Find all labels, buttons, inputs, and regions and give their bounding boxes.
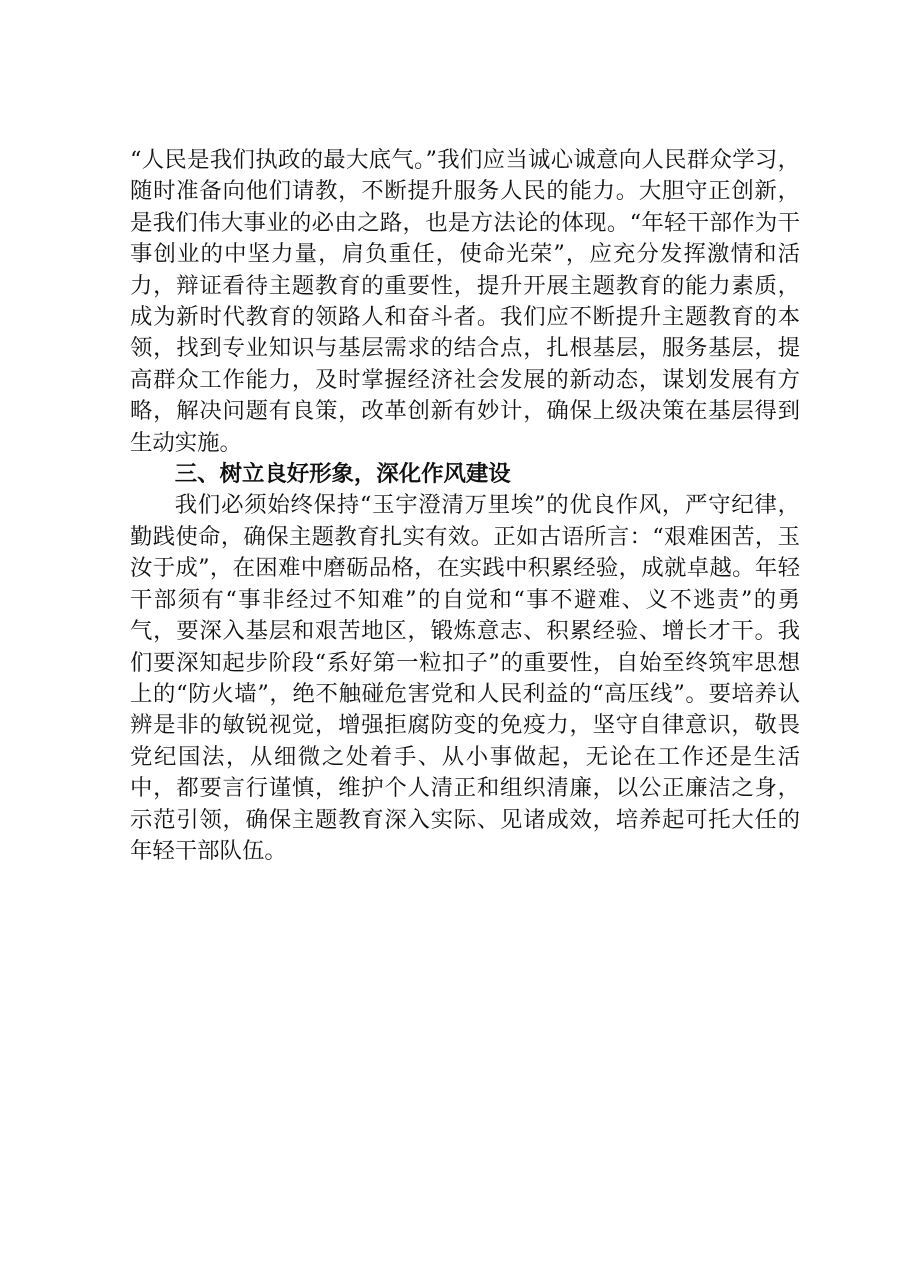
body-paragraph-conduct: 我们必须始终保持“玉宇澄清万里埃”的优良作风，严守纪律，勤践使命，确保主题教育扎实有效。正如古语所言：“艰难困苦，玉汝于成”，在困难中磨砺品格，在实践中积累经验，成就卓越。年轻干部须有“事非经过不知难”的自觉和“事不避难、义不逃责”的勇气，要深入基层和艰苦地区，锻炼意志、积累经验、增长才干。我们要深知起步阶段“系好第一粒扣子”的重要性，自始至终筑牢思想上的“防火墙”，绝不触碰危害党和人民利益的“高压线”。要培养认辨是非的敏锐视觉，增强拒腐防变的免疫力，坚守自律意识，敬畏党纪国法，从细微之处着手、从小事做起，无论在工作还是生活中，都要言行谨慎，维护个人清正和组织清廉，以公正廉洁之身，示范引领，确保主题教育深入实际、见诸成效，培养起可托大任的年轻干部队伍。	[130, 492, 800, 864]
body-paragraph-people: “人民是我们执政的最大底气。”我们应当诚心诚意向人民群众学习，随时准备向他们请教，不断提升服务人民的能力。大胆守正创新，是我们伟大事业的必由之路，也是方法论的体现。“年轻干部作为干事创业的中坚力量，肩负重任，使命光荣”，应充分发挥激情和活力，辩证看待主题教育的重要性，提升开展主题教育的能力素质，成为新时代教育的领路人和奋斗者。我们应不断提升主题教育的本领，找到专业知识与基层需求的结合点，扎根基层，服务基层，提高群众工作能力，及时掌握经济社会发展的新动态，谋划发展有方略，解决问题有良策，改革创新有妙计，确保上级决策在基层得到生动实施。	[130, 147, 800, 456]
section-heading-three: 三、树立良好形象，深化作风建设	[174, 461, 511, 488]
document-body	[130, 145, 800, 867]
